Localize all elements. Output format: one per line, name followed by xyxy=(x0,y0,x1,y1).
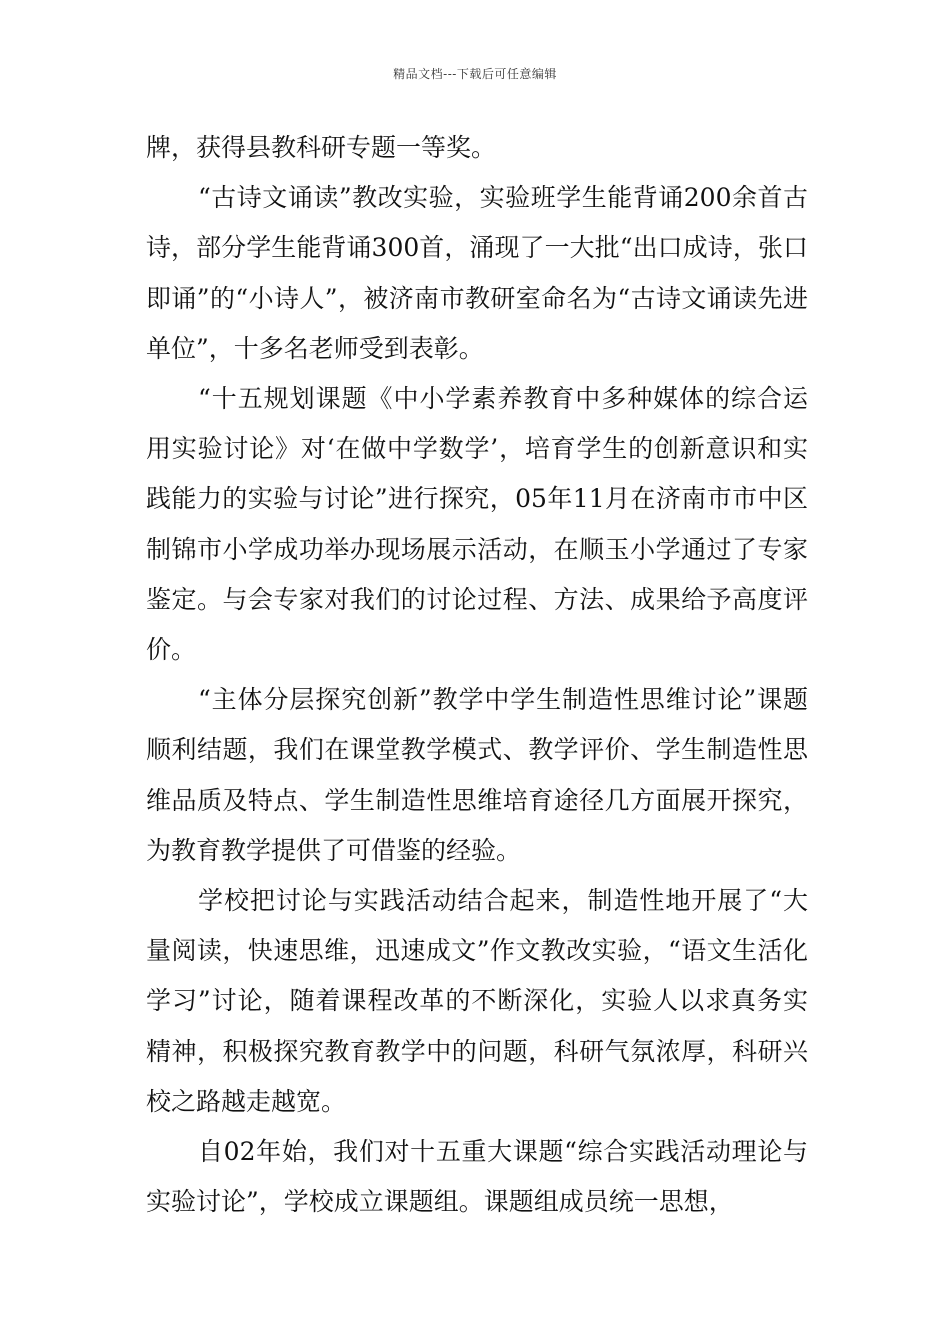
paragraph-6: 自02年始，我们对十五重大课题“综合实践活动理论与实验讨论”，学校成立课题组。课题组成员统一思想， xyxy=(146,1137,808,1217)
paragraph-2: “古诗文诵读”教改实验，实验班学生能背诵200余首古诗，部分学生能背诵300首，涌现了一大批“出口成诗，张口即诵”的“小诗人”，被济南市教研室命名为“古诗文诵读先进单位”，十多名老师受到表彰。 xyxy=(146,183,808,363)
paragraph-5: 学校把讨论与实践活动结合起来，制造性地开展了“大量阅读，快速思维，迅速成文”作文教改实验，“语文生活化学习”讨论，随着课程改革的不断深化，实验人以求真务实精神，积极探究教育教学中的问题，科研气氛浓厚，科研兴校之路越走越宽。 xyxy=(146,886,808,1116)
page-header: 精品文档---下载后可任意编辑 xyxy=(393,67,557,81)
paragraph-1: 牌，获得县教科研专题一等奖。 xyxy=(146,133,497,162)
paragraph-3: “十五规划课题《中小学素养教育中多种媒体的综合运用实验讨论》对‘在做中学数学’，培育学生的创新意识和实践能力的实验与讨论”进行探究，05年11月在济南市市中区制锦市小学成功举办现场展示活动，在顺玉小学通过了专家鉴定。与会专家对我们的讨论过程、方法、成果给予高度评价。 xyxy=(146,384,808,665)
paragraph-4: “主体分层探究创新”教学中学生制造性思维讨论”课题顺利结题，我们在课堂教学模式、教学评价、学生制造性思维品质及特点、学生制造性思维培育途径几方面展开探究，为教育教学提供了可借鉴的经验。 xyxy=(146,685,808,865)
document-body xyxy=(146,123,808,1227)
